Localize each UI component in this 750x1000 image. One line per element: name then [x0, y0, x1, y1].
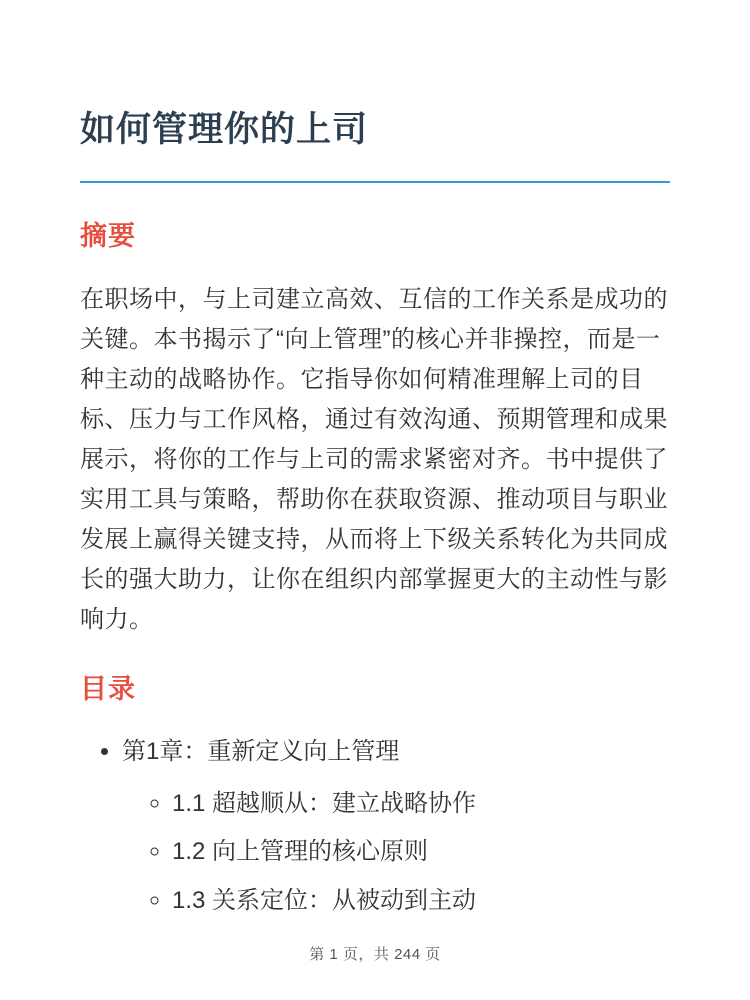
toc-sublist: [122, 788, 670, 917]
title-divider: [80, 181, 670, 183]
toc-list: [80, 736, 670, 918]
toc-chapter-item: [122, 736, 670, 918]
toc-section-item: ◦ 1.3 关系定位：从被动到主动: [172, 885, 670, 917]
toc-chapter-label: 第1章：重新定义向上管理: [122, 737, 400, 765]
toc-section-item: ◦ 1.2 向上管理的核心原则: [172, 836, 670, 868]
page-footer: 第 1 页，共 244 页: [309, 946, 441, 963]
toc-section-item: ◦ 1.1 超越顺从：建立战略协作: [172, 788, 670, 820]
toc-heading: 目录: [80, 674, 136, 705]
abstract-heading: 摘要: [80, 220, 136, 251]
abstract-paragraph: 在职场中，与上司建立高效、互信的工作关系是成功的关键。本书揭示了“向上管理”的核心并非操控，而是一种主动的战略协作。它指导你如何精准理解上司的目标、压力与工作风格，通过有效沟通、预期管理和成果展示，将你的工作与上司的需求紧密对齐。书中提供了实用工具与策略，帮助你在获取资源、推动项目与职业发展上赢得关键支持，从而将上下级关系转化为共同成长的强大助力，让你在组织内部掌握更大的主动性与影响力。: [80, 286, 668, 634]
page-title: 如何管理你的上司: [80, 110, 369, 149]
